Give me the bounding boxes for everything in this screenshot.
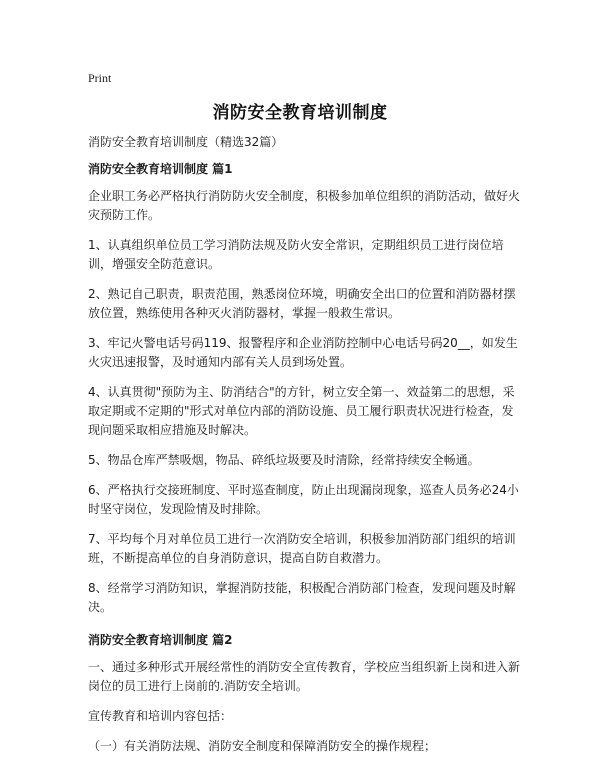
paragraph: 8、经常学习消防知识，掌握消防技能，积极配合消防部门检查，发现问题及时解决。	[88, 581, 516, 614]
document-subtitle: 消防安全教育培训制度（精选32篇）	[88, 135, 284, 149]
paragraph: 5、物品仓库严禁吸烟，物品、碎纸垃圾要及时清除，经常持续安全畅通。	[88, 453, 480, 467]
paragraph: 一、通过多种形式开展经常性的消防安全宣传教育，学校应当组织新上岗和进入新岗位的员工进行上岗前的.消防安全培训。	[88, 660, 521, 693]
paragraph: 1、认真组织单位员工学习消防法规及防火安全常识，定期组织员工进行岗位培训，增强安全防范意识。	[88, 238, 504, 271]
page-title: 消防安全教育培训制度	[212, 103, 388, 123]
paragraph: （一）有关消防法规、消防安全制度和保障消防安全的操作规程；	[88, 739, 437, 753]
paragraph: 宣传教育和培训内容包括：	[88, 709, 233, 723]
section-heading-2: 消防安全教育培训制度 篇2	[88, 633, 233, 647]
paragraph: 7、平均每个月对单位员工进行一次消防安全培训，积极参加消防部门组织的培训班，不断提高单位的自身消防意识，提高自防自救潜力。	[88, 532, 516, 565]
paragraph: 3、牢记火警电话号码119、报警程序和企业消防控制中心电话号码20__，如发生火灾迅速报警，及时通知内部有关人员到场处置。	[88, 336, 518, 369]
paragraph: 4、认真贯彻"预防为主、防消结合"的方针，树立安全第一、效益第二的思想，采取定期或不定期的"形式对单位内部的消防设施、员工履行职责状况进行检查，发现问题采取相应措施及时解决。	[88, 385, 515, 437]
paragraph: 6、严格执行交接班制度、平时巡查制度，防止出现漏岗现象，巡查人员务必24小时坚守岗位，发现险情及时排除。	[88, 483, 519, 516]
print-label[interactable]: Print	[88, 71, 112, 85]
paragraph: 企业职工务必严格执行消防防火安全制度，积极参加单位组织的消防活动，做好火灾预防工作。	[88, 189, 521, 222]
section-heading-1: 消防安全教育培训制度 篇1	[88, 162, 233, 176]
document-body	[88, 133, 520, 767]
paragraph: 2、熟记自己职责，职责范围，熟悉岗位环境，明确安全出口的位置和消防器材摆放位置，熟练使用各种灭火消防器材，掌握一般救生常识。	[88, 287, 516, 320]
